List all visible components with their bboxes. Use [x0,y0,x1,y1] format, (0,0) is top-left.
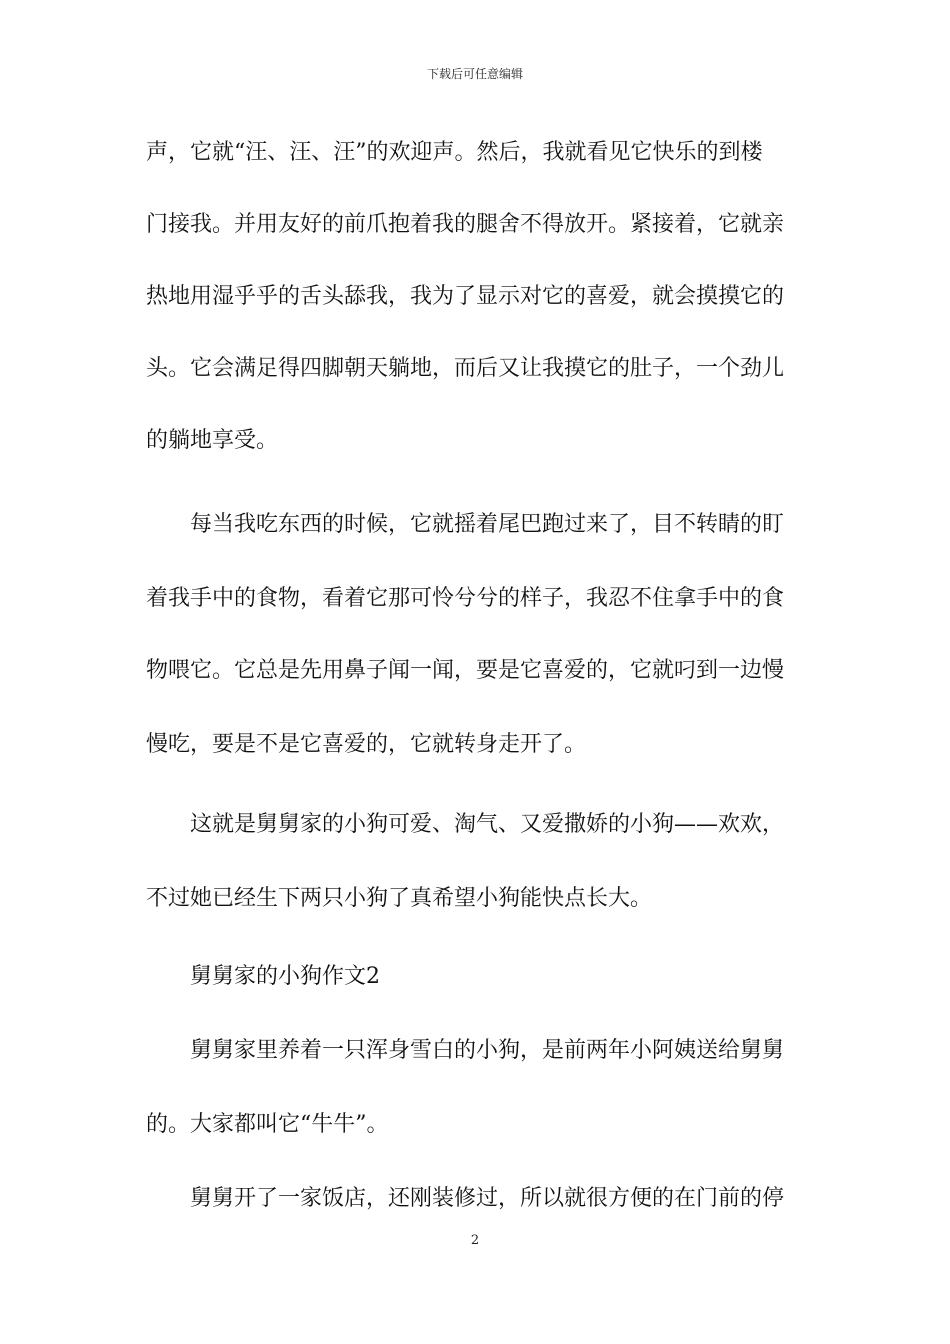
text-line: 的。大家都叫它“牛牛”。 [146,1112,389,1137]
paragraph-first-line: 舅舅开了一家饭店，还刚装修过，所以就很方便的在门前的停 [190,1186,785,1211]
text-line: 物喂它。它总是先用鼻子闻一闻，要是它喜爱的，它就叼到一边慢 [146,658,785,683]
text-line: 慢吃，要是不是它喜爱的，它就转身走开了。 [146,732,587,757]
section-heading: 舅舅家的小狗作文2 [190,964,380,989]
paragraph-first-line: 每当我吃东西的时候，它就摇着尾巴跑过来了，目不转睛的盯 [190,512,785,537]
text-line: 热地用湿乎乎的舌头舔我，我为了显示对它的喜爱，就会摸摸它的 [146,284,785,309]
text-line: 着我手中的食物，看着它那可怜兮兮的样子，我忍不住拿手中的食 [146,586,785,611]
page-header: 下载后可任意编辑 [426,67,523,81]
text-line: 门接我。并用友好的前爪抱着我的腿舍不得放开。紧接着，它就亲 [146,212,785,237]
page-number: 2 [470,1233,480,1248]
paragraph-first-line: 舅舅家里养着一只浑身雪白的小狗，是前两年小阿姨送给舅舅 [190,1038,785,1063]
text-line: 不过她已经生下两只小狗了真希望小狗能快点长大。 [146,886,653,911]
paragraph-first-line: 这就是舅舅家的小狗可爱、淘气、又爱撒娇的小狗——欢欢， [190,812,785,837]
text-line: 的躺地享受。 [146,428,279,453]
text-line: 声，它就“汪、汪、汪”的欢迎声。然后，我就看见它快乐的到楼 [146,140,763,165]
text-line: 头。它会满足得四脚朝天躺地，而后又让我摸它的肚子，一个劲儿 [146,356,785,381]
